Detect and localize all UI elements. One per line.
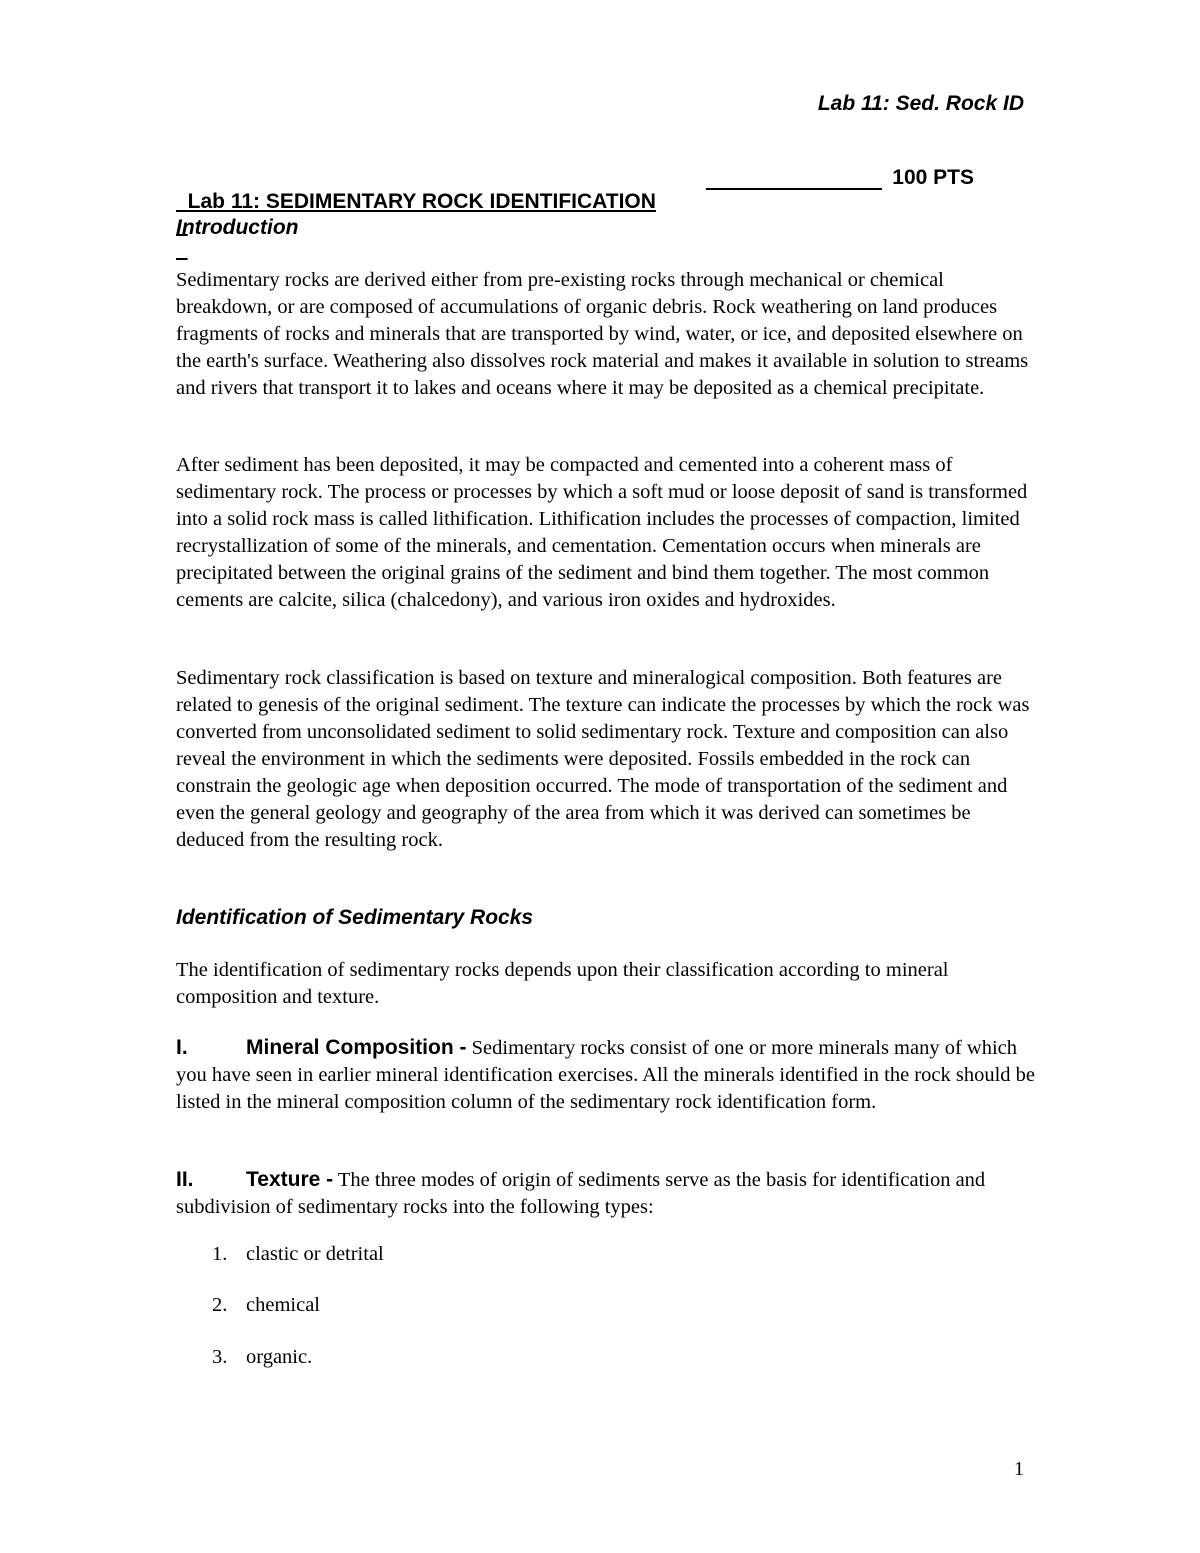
list-item <box>212 1294 320 1317</box>
list-item <box>212 1346 312 1369</box>
document-title-row <box>176 166 974 262</box>
title-underline-filler <box>706 166 882 190</box>
points-label: 100 PTS <box>892 166 974 189</box>
intro-paragraph-1: Sedimentary rocks are derived either from pre-existing rocks through mechanical or chemical breakdown, or are composed of accumulations of organic debris. Rock weathering on land produces fragments of rocks and minerals that are transported by wind, water, or ice, and deposited elsewhere on the earth's surface. Weathering also dissolves rock material and makes it available in solution to streams and rivers that transport it to lakes and oceans where it may be deposited as a chemical precipitate. <box>176 269 1029 399</box>
list-item <box>212 1243 384 1266</box>
section-numeral: II. <box>176 1168 194 1191</box>
list-item-number: 1. <box>212 1243 228 1265</box>
list-item-number: 3. <box>212 1346 228 1368</box>
intro-paragraph-2: After sediment has been deposited, it may be compacted and cemented into a coherent mass of sedimentary rock. The process or processes by which a soft mud or loose deposit of sand is transformed into a solid rock mass is called lithification. Lithification includes the processes of compaction, limited recrystallization of some of the minerals, and cementation. Cementation occurs when minerals are precipitated between the original grains of the sediment and bind them together. The most common cements are calcite, silica (chalcedony), and various iron oxides and hydroxides. <box>176 454 1028 611</box>
identification-heading: Identification of Sedimentary Rocks <box>176 906 534 929</box>
running-header: Lab 11: Sed. Rock ID <box>817 92 1024 115</box>
section-text: The three modes of origin of sediments serve as the basis for identification and subdivision of sedimentary rocks into the following types: <box>176 1169 986 1218</box>
document-title: Lab 11: SEDIMENTARY ROCK IDENTIFICATION <box>187 190 656 213</box>
list-item-label: clastic or detrital <box>246 1243 384 1265</box>
page-number: 1 <box>1014 1458 1024 1480</box>
section-texture <box>176 1166 1036 1221</box>
list-item-label: chemical <box>246 1294 320 1316</box>
introduction-heading: Introduction <box>176 216 299 239</box>
intro-paragraph-3: Sedimentary rock classification is based on texture and mineralogical composition. Both features are related to genesis of the original sediment. The texture can indicate the processes by which the rock was converted from unconsolidated sediment to solid sedimentary rock. Texture and composition can also reveal the environment in which the sediments were deposited. Fossils embedded in the rock can constrain the geologic age when deposition occurred. The mode of transportation of the sediment and even the general geology and geography of the area from which it was derived can sometimes be deduced from the resulting rock. <box>176 667 1030 851</box>
list-item-label: organic. <box>246 1346 313 1368</box>
section-mineral-composition <box>176 1034 1036 1116</box>
section-term: Texture - <box>246 1168 334 1191</box>
identification-intro-paragraph: The identification of sedimentary rocks depends upon their classification according to mineral composition and texture. <box>176 959 949 1008</box>
list-item-number: 2. <box>212 1294 228 1316</box>
section-numeral: I. <box>176 1036 188 1059</box>
section-text: Sedimentary rocks consist of one or more minerals many of which you have seen in earlier mineral identification exercises. All the minerals identified in the rock should be listed in the mineral composition column of the sedimentary rock identification form. <box>176 1037 1036 1113</box>
section-term: Mineral Composition - <box>246 1036 467 1059</box>
